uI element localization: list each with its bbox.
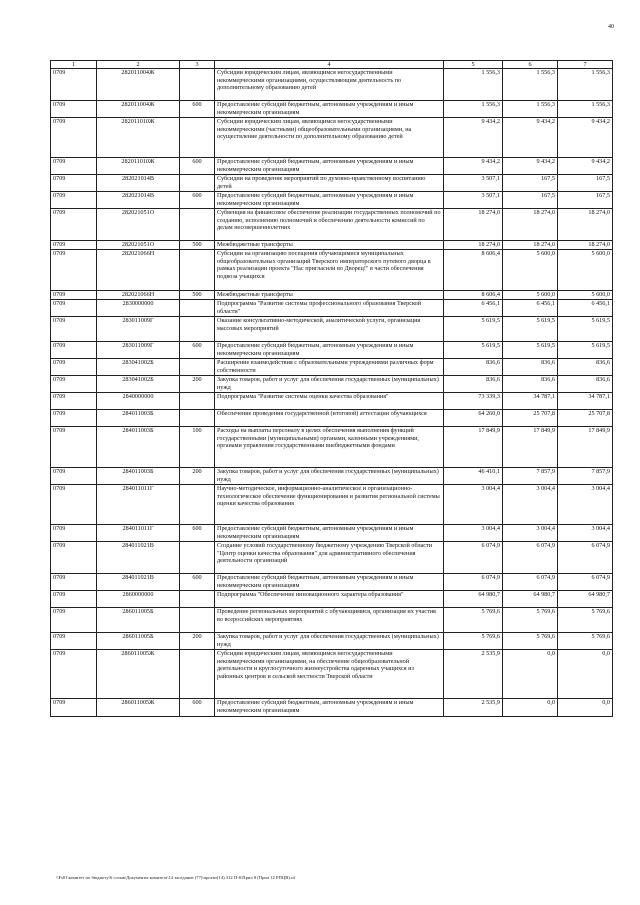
section-code-cell: 0709 [51, 699, 97, 717]
expense-type-cell [180, 317, 215, 342]
amount-cell: 3 004,4 [444, 485, 503, 525]
table-row [51, 485, 613, 525]
amount-cell: 0,0 [503, 699, 558, 717]
section-code-cell: 0709 [51, 542, 97, 574]
amount-cell: 0,0 [558, 699, 613, 717]
expense-type-cell [180, 359, 215, 376]
expense-type-cell [180, 250, 215, 291]
section-code-cell: 0709 [51, 69, 97, 101]
expense-type-cell [180, 69, 215, 101]
amount-cell: 5 769,6 [444, 633, 503, 650]
table-row [51, 591, 613, 608]
expense-type-cell: 200 [180, 468, 215, 485]
amount-cell: 7 857,9 [503, 468, 558, 485]
amount-cell: 3 004,4 [558, 485, 613, 525]
section-code-cell: 0709 [51, 118, 97, 158]
expense-type-cell [180, 175, 215, 192]
expense-type-cell: 600 [180, 192, 215, 209]
file-path-footer: \\Fs01\комитет по бюджету\6 созыв\Документы комитета\14 заседание (77)\проект(14) 312 П-6\Прил 8 (Прил 12 РПЦВ).rtf [56, 875, 296, 880]
expense-type-cell: 100 [180, 427, 215, 468]
target-article-cell: 283011009Г [97, 342, 180, 359]
description-cell: Субсидии на проведение мероприятий по духовно-нравственному воспитанию детей [215, 175, 444, 192]
amount-cell: 3 004,4 [444, 525, 503, 542]
section-code-cell: 0709 [51, 608, 97, 633]
amount-cell: 1 556,3 [558, 101, 613, 118]
amount-cell: 5 769,6 [444, 608, 503, 633]
amount-cell: 5 769,6 [503, 633, 558, 650]
amount-cell: 1 556,3 [503, 101, 558, 118]
amount-cell: 5 600,0 [558, 291, 613, 300]
target-article-cell: 284011021В [97, 574, 180, 591]
expense-type-cell [180, 410, 215, 427]
target-article-cell: 282011010Ж [97, 158, 180, 175]
target-article-cell: 282021014В [97, 175, 180, 192]
target-article-cell: 286011005Б [97, 633, 180, 650]
target-article-cell: 286011005Б [97, 608, 180, 633]
amount-cell: 167,5 [503, 192, 558, 209]
header-cell: 3 [180, 61, 215, 69]
table-row [51, 300, 613, 317]
amount-cell: 6 456,1 [558, 300, 613, 317]
section-code-cell: 0709 [51, 291, 97, 300]
table-row [51, 342, 613, 359]
expense-type-cell: 600 [180, 158, 215, 175]
target-article-cell: 284011003Б [97, 427, 180, 468]
table-row [51, 209, 613, 241]
description-cell: Подпрограмма "Обеспечение инновационного характера образования" [215, 591, 444, 608]
expense-type-cell [180, 608, 215, 633]
amount-cell: 46 410,1 [444, 468, 503, 485]
description-cell: Закупка товаров, работ и услуг для обеспечения государственных (муниципальных) нужд [215, 633, 444, 650]
description-cell: Субсидии юридическим лицам, являющимся негосударственными некоммерческими организациями, на обеспечение общеобразовательной деятельности и круглосуточного жизнеустройства одаренных учащихся из районных центров и сельской местности Тверской области [215, 650, 444, 699]
amount-cell: 18 274,0 [558, 209, 613, 241]
target-article-cell: 282011004Ж [97, 101, 180, 118]
amount-cell: 836,6 [444, 376, 503, 393]
description-cell: Субсидии на организацию посещения обучающимися муниципальных общеобразовательных организаций Тверского императорского путевого дворца в рамках реализации проекта "Нас пригласили во Дворец!" в части обеспечения подвоза учащихся [215, 250, 444, 291]
target-article-cell: 286011005Ж [97, 699, 180, 717]
amount-cell: 18 274,0 [503, 209, 558, 241]
amount-cell: 64 980,7 [558, 591, 613, 608]
amount-cell: 9 434,2 [503, 118, 558, 158]
amount-cell: 18 274,0 [444, 209, 503, 241]
section-code-cell: 0709 [51, 317, 97, 342]
description-cell: Проведение региональных мероприятий с обучающимися, организация их участия во всероссийских мероприятиях [215, 608, 444, 633]
table-row [51, 175, 613, 192]
table-row [51, 574, 613, 591]
target-article-cell: 282011010Ж [97, 118, 180, 158]
target-article-cell: 282021051О [97, 241, 180, 250]
table-row [51, 118, 613, 158]
description-cell: Подпрограмма "Развитие системы профессионального образования Тверской области" [215, 300, 444, 317]
amount-cell: 6 074,9 [444, 542, 503, 574]
amount-cell: 17 849,9 [444, 427, 503, 468]
section-code-cell: 0709 [51, 574, 97, 591]
target-article-cell: 282021014В [97, 192, 180, 209]
expense-type-cell: 200 [180, 633, 215, 650]
description-cell: Предоставление субсидий бюджетным, автономным учреждениям и иным некоммерческим организациям [215, 574, 444, 591]
amount-cell: 7 857,9 [558, 468, 613, 485]
section-code-cell: 0709 [51, 250, 97, 291]
amount-cell: 167,5 [558, 192, 613, 209]
amount-cell: 0,0 [558, 650, 613, 699]
expense-type-cell [180, 300, 215, 317]
description-cell: Подпрограмма "Развитие системы оценки качества образования" [215, 393, 444, 410]
amount-cell: 5 769,6 [558, 633, 613, 650]
description-cell: Предоставление субсидий бюджетным, автономным учреждениям и иным некоммерческим организациям [215, 192, 444, 209]
description-cell: Предоставление субсидий бюджетным, автономным учреждениям и иным некоммерческим организациям [215, 525, 444, 542]
amount-cell: 5 619,5 [558, 342, 613, 359]
expense-type-cell [180, 542, 215, 574]
table-row [51, 192, 613, 209]
amount-cell: 3 507,1 [444, 175, 503, 192]
section-code-cell: 0709 [51, 342, 97, 359]
expense-type-cell: 500 [180, 291, 215, 300]
amount-cell: 2 535,9 [444, 650, 503, 699]
description-cell: Межбюджетные трансферты [215, 291, 444, 300]
amount-cell: 3 004,4 [503, 525, 558, 542]
header-cell: 5 [444, 61, 503, 69]
amount-cell: 5 600,0 [503, 250, 558, 291]
table-row [51, 468, 613, 485]
amount-cell: 6 074,9 [558, 542, 613, 574]
amount-cell: 6 074,9 [558, 574, 613, 591]
expense-type-cell: 600 [180, 525, 215, 542]
table-row [51, 410, 613, 427]
amount-cell: 5 619,5 [444, 342, 503, 359]
section-code-cell: 0709 [51, 410, 97, 427]
amount-cell: 64 980,7 [444, 591, 503, 608]
section-code-cell: 0709 [51, 209, 97, 241]
description-cell: Субсидии юридическим лицам, являющимся негосударственными некоммерческими организациями, осуществляющим деятельность по дополнительному образованию детей [215, 69, 444, 101]
amount-cell: 167,5 [503, 175, 558, 192]
section-code-cell: 0709 [51, 158, 97, 175]
amount-cell: 167,5 [558, 175, 613, 192]
section-code-cell: 0709 [51, 427, 97, 468]
description-cell: Субвенция на финансовое обеспечение реализации государственных полномочий по созданию, исполнению полномочий и обеспечению деятельности комиссий по делам несовершеннолетних [215, 209, 444, 241]
amount-cell: 9 434,2 [503, 158, 558, 175]
amount-cell: 836,6 [558, 359, 613, 376]
description-cell: Научно-методическое, информационно-аналитическое и организационно-технологическое обеспечение функционирования и развития региональной системы оценки качества образования [215, 485, 444, 525]
expense-type-cell [180, 591, 215, 608]
table-row [51, 158, 613, 175]
section-code-cell: 0709 [51, 525, 97, 542]
table-row [51, 608, 613, 633]
target-article-cell: 284011011Г [97, 525, 180, 542]
amount-cell: 17 849,9 [558, 427, 613, 468]
amount-cell: 9 434,2 [558, 118, 613, 158]
amount-cell: 18 274,0 [444, 241, 503, 250]
table-row [51, 250, 613, 291]
target-article-cell: 282021066Н [97, 250, 180, 291]
section-code-cell: 0709 [51, 175, 97, 192]
description-cell: Закупка товаров, работ и услуг для обеспечения государственных (муниципальных) нужд [215, 468, 444, 485]
section-code-cell: 0709 [51, 241, 97, 250]
amount-cell: 34 787,1 [503, 393, 558, 410]
target-article-cell: 282021066Н [97, 291, 180, 300]
amount-cell: 1 556,3 [503, 69, 558, 101]
amount-cell: 73 339,3 [444, 393, 503, 410]
page-number: 40 [608, 24, 614, 30]
amount-cell: 8 606,4 [444, 291, 503, 300]
amount-cell: 1 556,3 [444, 69, 503, 101]
amount-cell: 1 556,3 [558, 69, 613, 101]
table-row [51, 699, 613, 717]
amount-cell: 9 434,2 [444, 118, 503, 158]
amount-cell: 64 980,7 [503, 591, 558, 608]
expense-type-cell: 500 [180, 241, 215, 250]
amount-cell: 5 600,0 [503, 291, 558, 300]
target-article-cell: 2860000000 [97, 591, 180, 608]
amount-cell: 836,6 [503, 359, 558, 376]
section-code-cell: 0709 [51, 591, 97, 608]
target-article-cell: 282011004Ж [97, 69, 180, 101]
amount-cell: 5 619,5 [503, 317, 558, 342]
amount-cell: 5 619,5 [444, 317, 503, 342]
table-row [51, 525, 613, 542]
description-cell: Расходы на выплаты персоналу в целях обеспечения выполнения функций государственными (муниципальными) органами, казенными учреждениями, органами управления государственными внебюджетными фондами [215, 427, 444, 468]
section-code-cell: 0709 [51, 650, 97, 699]
table-row [51, 101, 613, 118]
description-cell: Закупка товаров, работ и услуг для обеспечения государственных (муниципальных) нужд [215, 376, 444, 393]
section-code-cell: 0709 [51, 192, 97, 209]
description-cell: Расширение взаимодействия с образовательными учреждениями различных форм собственности [215, 359, 444, 376]
expense-type-cell [180, 118, 215, 158]
description-cell: Предоставление субсидий бюджетным, автономным учреждениям и иным некоммерческим организациям [215, 699, 444, 717]
header-cell: 7 [558, 61, 613, 69]
header-cell: 4 [215, 61, 444, 69]
amount-cell: 18 274,0 [503, 241, 558, 250]
description-cell: Субсидии юридическим лицам, являющимся негосударственными некоммерческими (частными) общеобразовательными организациями, на осуществление деятельности по дополнительному образованию детей [215, 118, 444, 158]
header-cell: 6 [503, 61, 558, 69]
amount-cell: 3 004,4 [558, 525, 613, 542]
amount-cell: 3 004,4 [503, 485, 558, 525]
amount-cell: 6 074,9 [503, 542, 558, 574]
amount-cell: 5 769,6 [503, 608, 558, 633]
section-code-cell: 0709 [51, 359, 97, 376]
description-cell: Создание условий государственному бюджетному учреждению Тверской области "Центр оценки качества образования" для административного обеспечения деятельности организаций [215, 542, 444, 574]
amount-cell: 5 769,6 [558, 608, 613, 633]
table-row [51, 650, 613, 699]
header-row [51, 61, 613, 69]
amount-cell: 2 535,9 [444, 699, 503, 717]
amount-cell: 6 074,9 [503, 574, 558, 591]
expense-type-cell: 600 [180, 699, 215, 717]
table-row [51, 427, 613, 468]
amount-cell: 0,0 [503, 650, 558, 699]
header-cell: 2 [97, 61, 180, 69]
amount-cell: 3 507,1 [444, 192, 503, 209]
amount-cell: 5 619,5 [558, 317, 613, 342]
section-code-cell: 0709 [51, 376, 97, 393]
amount-cell: 1 556,3 [444, 101, 503, 118]
table-row [51, 69, 613, 101]
amount-cell: 6 456,1 [503, 300, 558, 317]
target-article-cell: 284011003Б [97, 468, 180, 485]
amount-cell: 5 600,0 [558, 250, 613, 291]
target-article-cell: 284011003Б [97, 410, 180, 427]
expense-type-cell [180, 485, 215, 525]
amount-cell: 18 274,0 [558, 241, 613, 250]
description-cell: Обеспечение проведения государственной (итоговой) аттестации обучающихся [215, 410, 444, 427]
amount-cell: 34 787,1 [558, 393, 613, 410]
section-code-cell: 0709 [51, 393, 97, 410]
expense-type-cell: 600 [180, 342, 215, 359]
amount-cell: 6 074,9 [444, 574, 503, 591]
section-code-cell: 0709 [51, 300, 97, 317]
expense-type-cell: 600 [180, 101, 215, 118]
amount-cell: 836,6 [503, 376, 558, 393]
target-article-cell: 283011009Г [97, 317, 180, 342]
description-cell: Предоставление субсидий бюджетным, автономным учреждениям и иным некоммерческим организациям [215, 342, 444, 359]
amount-cell: 17 849,9 [503, 427, 558, 468]
target-article-cell: 2840000000 [97, 393, 180, 410]
amount-cell: 25 707,8 [503, 410, 558, 427]
description-cell: Предоставление субсидий бюджетным, автономным учреждениям и иным некоммерческим организациям [215, 101, 444, 118]
target-article-cell: 284011011Г [97, 485, 180, 525]
section-code-cell: 0709 [51, 633, 97, 650]
table-row [51, 393, 613, 410]
budget-table [50, 60, 613, 717]
header-cell: 1 [51, 61, 97, 69]
expense-type-cell: 600 [180, 574, 215, 591]
table-row [51, 376, 613, 393]
expense-type-cell [180, 650, 215, 699]
amount-cell: 64 260,0 [444, 410, 503, 427]
table-row [51, 359, 613, 376]
table-row [51, 542, 613, 574]
description-cell: Предоставление субсидий бюджетным, автономным учреждениям и иным некоммерческим организациям [215, 158, 444, 175]
target-article-cell: 284011021В [97, 542, 180, 574]
description-cell: Межбюджетные трансферты [215, 241, 444, 250]
target-article-cell: 283041002Б [97, 359, 180, 376]
section-code-cell: 0709 [51, 468, 97, 485]
expense-type-cell: 200 [180, 376, 215, 393]
target-article-cell: 2830000000 [97, 300, 180, 317]
target-article-cell: 286011005Ж [97, 650, 180, 699]
table-row [51, 291, 613, 300]
amount-cell: 836,6 [444, 359, 503, 376]
amount-cell: 25 707,8 [558, 410, 613, 427]
amount-cell: 5 619,5 [503, 342, 558, 359]
amount-cell: 9 434,2 [444, 158, 503, 175]
amount-cell: 9 434,2 [558, 158, 613, 175]
amount-cell: 6 456,1 [444, 300, 503, 317]
expense-type-cell [180, 209, 215, 241]
table-row [51, 241, 613, 250]
table-row [51, 633, 613, 650]
expense-type-cell [180, 393, 215, 410]
amount-cell: 8 606,4 [444, 250, 503, 291]
table-row [51, 317, 613, 342]
amount-cell: 836,6 [558, 376, 613, 393]
section-code-cell: 0709 [51, 485, 97, 525]
target-article-cell: 283041002Б [97, 376, 180, 393]
section-code-cell: 0709 [51, 101, 97, 118]
description-cell: Оказание консультативно-методической, аналитической услуги, организация массовых мероприятий [215, 317, 444, 342]
target-article-cell: 282021051О [97, 209, 180, 241]
